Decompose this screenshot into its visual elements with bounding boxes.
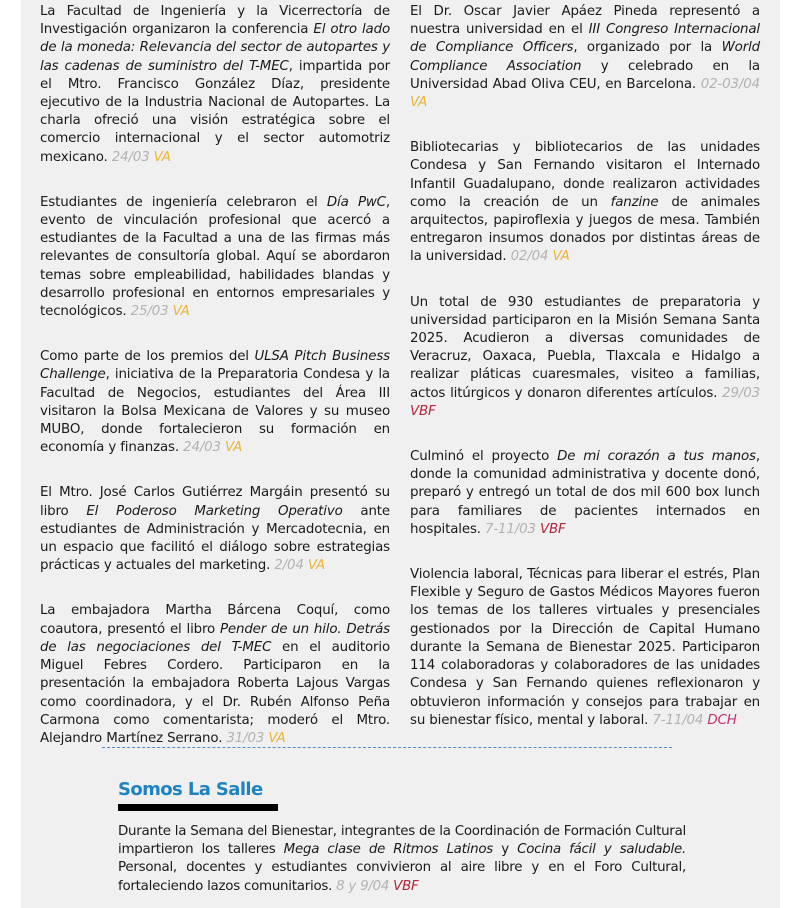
news-text: Violencia laboral, Técnicas para liberar el estrés, Plan Flexible y Seguro de Gastos Médicos Mayores fueron los temas de los talleres virtuales y presenciales gestionados por la Dirección de Capital Humano durante la Semana de Bienestar 2025. Participaron 114 colaboradoras y colaboradores de las unidades Condesa y San Fernando quienes reflexionaron y obtuvieron información y consejos para trabajar en su bienestar físico, mental y laboral.: [410, 567, 760, 728]
section-divider: [102, 747, 672, 748]
news-text: Personal, docentes y estudiantes convivieron al aire libre y en el Foro Cultural, fortaleciendo lazos comunitarios.: [118, 860, 686, 894]
section-title-underline: [118, 804, 278, 811]
news-text: , iniciativa de la Preparatoria Condesa y la Facultad de Negocios, estudiantes del Área III visitaron la Bolsa Mexicana de Valores y su museo MUBO, donde fortalecieron su formación en economía y finanzas.: [40, 367, 390, 456]
left-column: [40, 3, 390, 775]
italic-title: Mega clase de Ritmos Latinos: [283, 842, 494, 858]
right-column: [410, 3, 760, 757]
news-text: La embajadora Martha Bárcena Coquí, como coautora, presentó el libro: [40, 603, 390, 637]
news-source-tag: VA: [307, 558, 325, 574]
news-item: [410, 566, 760, 730]
news-text: Como parte de los premios del: [40, 349, 255, 365]
news-date: 2/04: [274, 558, 308, 574]
news-source-tag: VBF: [539, 521, 566, 537]
italic-title: De mi corazón a tus manos: [557, 449, 756, 465]
news-date: 25/03: [130, 304, 173, 320]
news-text: Culminó el proyecto: [410, 449, 558, 465]
news-date: 7-11/03: [484, 521, 540, 537]
news-text: El Dr. Oscar Javier Apáez Pineda representó a nuestra universidad en el: [410, 4, 760, 38]
news-date: 29/03: [722, 385, 760, 401]
news-text: Durante la Semana del Bienestar, integrantes de la Coordinación de Formación Cultural impartieron los talleres: [118, 824, 686, 858]
news-text: Un total de 930 estudiantes de preparatoria y universidad participaron en la Misión Semana Santa 2025. Acudieron a diversas comunidades de Veracruz, Oaxaca, Puebla, Tlaxcala e Hidalgo a realizar pláticas cuaresmales, visiteo a familias, actos litúrgicos y donaron diferentes artículos.: [410, 294, 760, 401]
news-source-tag: VA: [268, 730, 286, 746]
italic-title: El otro lado de la moneda: Relevancia del sector de autopartes y las cadenas de suministro del T-MEC: [40, 22, 390, 74]
news-date: 7-11/04: [652, 712, 708, 728]
news-text: de animales arquitectos, papiroflexia y juegos de mesa. También entregaron insumos donados por distintas áreas de la universidad.: [410, 194, 760, 265]
italic-title: Pender de un hilo. Detrás de las negociaciones del T-MEC: [40, 621, 390, 655]
news-item: [40, 602, 390, 748]
news-item: [40, 484, 390, 575]
news-source-tag: VA: [225, 440, 243, 456]
news-text: El Mtro. José Carlos Gutiérrez Margáin presentó su libro: [40, 485, 390, 519]
italic-title: III Congreso Internacional de Compliance Officers: [410, 22, 760, 56]
news-date: 02/04: [510, 249, 553, 265]
news-date: 24/03: [111, 149, 154, 165]
italic-title: ULSA Pitch Business Challenge: [40, 349, 390, 383]
italic-title: Día PwC: [326, 194, 386, 210]
italic-title: World Compliance Association: [410, 40, 761, 74]
news-source-tag: VBF: [410, 403, 436, 419]
news-text: La Facultad de Ingeniería y la Vicerrectoría de Investigación organizaron la conferencia: [40, 4, 390, 38]
news-text: Estudiantes de ingeniería celebraron el: [40, 194, 327, 210]
news-text: , donde la comunidad administrativa y docente donó, preparó y entregó un total de dos mil 600 box lunch para familiares de pacientes internados en hospitales.: [410, 449, 760, 537]
news-text: , evento de vinculación profesional que acercó a estudiantes de la Facultad a una de las firmas más relevantes de consultoría global. Aquí se abordaron temas sobre empleabilidad, habilidades blandas y desarrollo profesional en entornos empresariales y tecnológicos.: [40, 194, 390, 320]
news-item: [40, 194, 390, 321]
news-date: 02-03/04: [700, 76, 760, 92]
news-source-tag: VA: [153, 149, 171, 165]
news-item: [410, 3, 760, 112]
news-date: 8 y 9/04: [336, 878, 394, 894]
news-text: Bibliotecarias y bibliotecarios de las unidades Condesa y San Fernando visitaron el Internado Infantil Guadalupano, donde realizaron actividades como la creación de un: [410, 140, 760, 210]
italic-title: El Poderoso Marketing Operativo: [86, 503, 343, 519]
news-source-tag: VBF: [393, 878, 419, 894]
news-item: [410, 448, 760, 539]
news-item: [40, 3, 390, 167]
news-date: 31/03: [226, 730, 269, 746]
news-item: [410, 294, 760, 421]
italic-title: fanzine: [610, 194, 659, 210]
section-title: Somos La Salle: [118, 779, 263, 800]
news-source-tag: VA: [172, 304, 190, 320]
news-text: , impartida por el Mtro. Francisco González Díaz, presidente ejecutivo de la Industria Nacional de Autopartes. La charla ofreció una visión estratégica sobre el comercio internacional y el sector automotriz mexicano.: [40, 58, 390, 165]
news-date: 24/03: [183, 440, 226, 456]
news-item: [410, 139, 760, 266]
news-source-tag: DCH: [707, 712, 737, 728]
news-text: ante estudiantes de Administración y Mercadotecnia, en un espacio que facilitó el diálogo sobre estrategias prácticas y actuales del marketing.: [40, 503, 390, 574]
news-text: en el auditorio Miguel Febres Cordero. Participaron en la presentación la embajadora Roberta Lajous Vargas como coordinadora, y el Dr. Rubén Alfonso Peña Carmona como comentarista; moderó el Mtro. Alejandro Martínez Serrano.: [40, 639, 391, 746]
news-source-tag: VA: [410, 95, 428, 111]
news-text: y: [493, 842, 518, 858]
news-text: , organizado por la: [573, 40, 722, 56]
news-text: y celebrado en la Universidad Abad Oliva CEU, en Barcelona.: [410, 58, 760, 92]
news-item: [40, 348, 390, 457]
italic-title: Cocina fácil y saludable.: [517, 842, 687, 858]
news-source-tag: VA: [552, 249, 570, 265]
section-news-item: [118, 823, 686, 896]
